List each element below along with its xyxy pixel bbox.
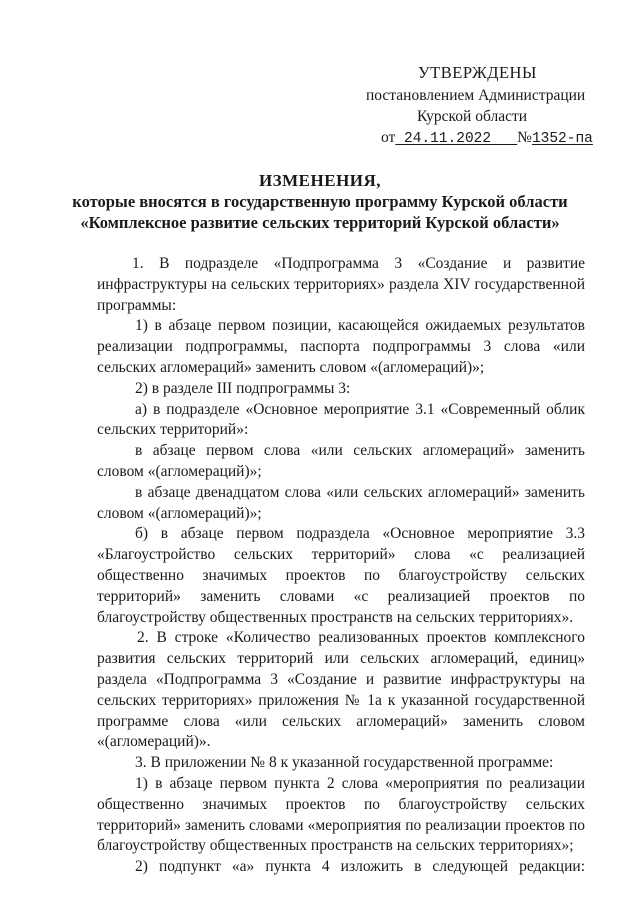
paragraph: 1) в абзаце первом пункта 2 слова «мероприятия по реализации общественно значимых проектов по благоустройству сельских территорий» заменить словами «мероприятия по реализации проектов по благоустройству общественных пространств на сельских территориях»; bbox=[97, 774, 585, 855]
paragraph: б) в абзаце первом подраздела «Основное мероприятие 3.3 «Благоустройство сельских территорий» слова «с реализацией общественно значимых проектов по благоустройству сельских территорий» заменить словами «с реализацией проектов по благоустройству общественных пространств на сельских территориях». bbox=[97, 525, 585, 626]
approval-number: 1352-па bbox=[531, 131, 593, 147]
date-prefix: от bbox=[381, 129, 396, 146]
approval-line-1: постановлением Администрации bbox=[366, 87, 586, 104]
paragraph: в абзаце двенадцатом слова «или сельских агломераций» заменить словом «(агломераций)»; bbox=[97, 483, 585, 522]
paragraph: 2) подпункт «а» пункта 4 изложить в следующей редакции: bbox=[135, 858, 585, 876]
paragraph: 1. В подразделе «Подпрограмма 3 «Создание и развитие инфраструктуры на сельских территориях» раздела XIV государственной программы: bbox=[97, 255, 585, 314]
document-title bbox=[0, 170, 640, 233]
title-line-3: «Комплексное развитие сельских территорий Курской области» bbox=[80, 213, 560, 232]
document-body bbox=[97, 254, 585, 878]
title-line-2: которые вносятся в государственную программу Курской области bbox=[72, 192, 568, 211]
approval-line-2: Курской области bbox=[417, 108, 528, 125]
paragraph: 1) в абзаце первом позиции, касающейся ожидаемых результатов реализации подпрограммы, паспорта подпрограммы 3 слова «или сельских агломераций» заменить словом «(агломераций)»; bbox=[97, 317, 585, 376]
approval-date: 24.11.2022 bbox=[404, 131, 492, 147]
approval-date-number bbox=[381, 127, 593, 150]
title-main: ИЗМЕНЕНИЯ, bbox=[258, 171, 382, 190]
paragraph: 2) в разделе III подпрограммы 3: bbox=[135, 379, 351, 397]
number-prefix: № bbox=[517, 129, 532, 146]
paragraph: а) в подразделе «Основное мероприятие 3.1 «Современный облик сельских территорий»: bbox=[97, 400, 585, 439]
paragraph: в абзаце первом слова «или сельских агломераций» заменить словом «(агломераций)»; bbox=[97, 442, 585, 480]
paragraph: 3. В приложении № 8 к указанной государственной программе: bbox=[135, 754, 554, 772]
paragraph: 2. В строке «Количество реализованных проектов комплексного развития сельских территорий или сельских агломераций, единиц» раздела «Подпрограмма 3 «Создание и развитие инфраструктуры на сельских территориях» приложения № 1а к указанной государственной программе слова «или сельских агломераций» заменить словом «(агломераций)». bbox=[97, 629, 585, 751]
approval-heading: УТВЕРЖДЕНЫ bbox=[418, 63, 537, 82]
